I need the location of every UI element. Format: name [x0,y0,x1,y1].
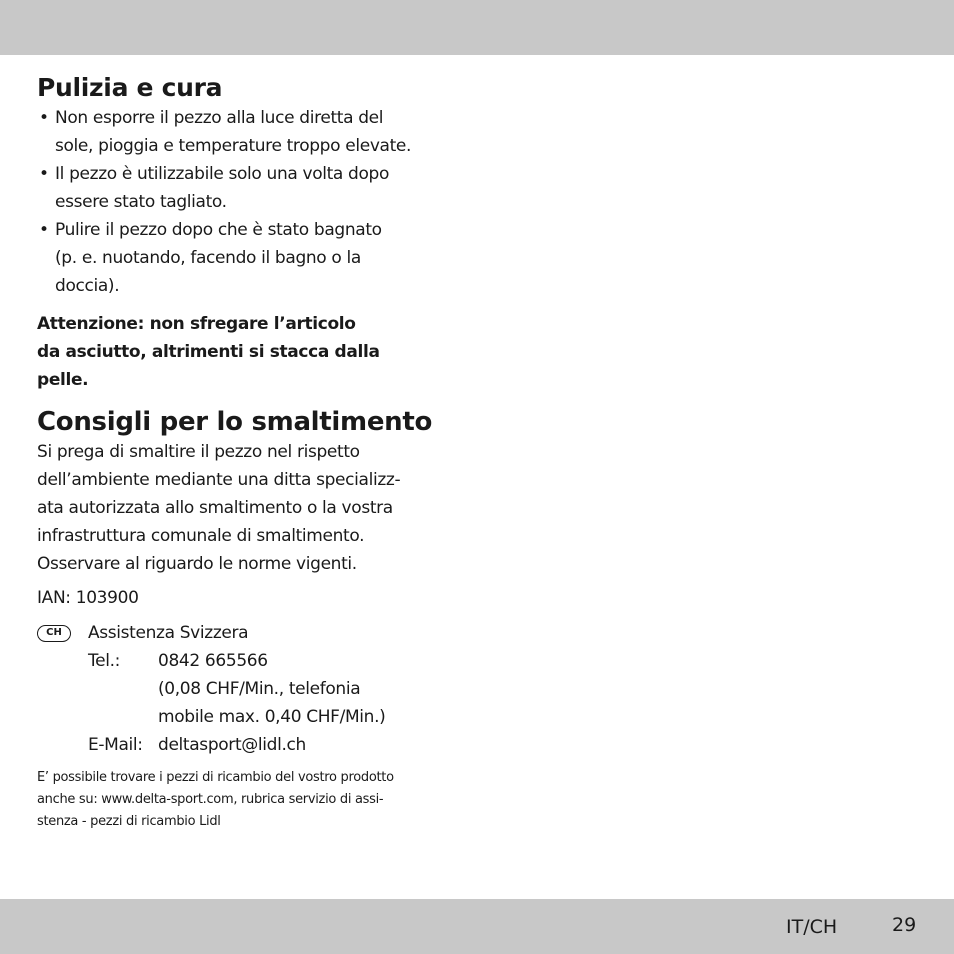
tel-value: 0842 665566 [158,651,268,671]
note-line: anche su: www.delta-sport.com, rubrica servizio di assi- [37,792,384,807]
spare-parts-note [37,767,467,833]
care-bullet-list [37,104,467,300]
bullet-line: essere stato tagliato. [55,192,227,212]
section-title-smaltimento: Consigli per lo smaltimento [37,407,433,437]
bullet-dot: • [39,108,49,128]
paragraph-line: infrastruttura comunale di smaltimento. [37,526,365,546]
paragraph-line: dell’ambiente mediante una ditta specializz- [37,470,401,490]
paragraph-line: Osservare al riguardo le norme vigenti. [37,554,357,574]
service-contact [37,619,467,759]
ch-country-badge-icon: CH [37,625,71,642]
bullet-line: Pulire il pezzo dopo che è stato bagnato [55,220,382,240]
page-content [37,72,467,833]
warning-line: pelle. [37,370,89,390]
email-value: deltasport@lidl.ch [158,735,306,755]
tel-label: Tel.: [88,651,121,671]
contact-lines [88,619,467,759]
paragraph-line: Si prega di smaltire il pezzo nel rispetto [37,442,360,462]
care-bullet-3 [37,216,467,300]
bullet-dot: • [39,164,49,184]
tel-note-line: (0,08 CHF/Min., telefonia [158,679,361,699]
ian-number: IAN: 103900 [37,588,139,608]
disposal-paragraph [37,438,467,578]
warning-line: Attenzione: non sfregare l’articolo [37,314,356,334]
bullet-line: Non esporre il pezzo alla luce diretta del [55,108,384,128]
bullet-line: (p. e. nuotando, facendo il bagno o la [55,248,361,268]
care-bullet-2 [37,160,467,216]
bullet-line: sole, pioggia e temperature troppo elevate. [55,136,412,156]
note-line: E’ possibile trovare i pezzi di ricambio del vostro prodotto [37,770,394,785]
warning-note [37,310,467,394]
section-title-pulizia: Pulizia e cura [37,73,223,102]
bullet-dot: • [39,220,49,240]
page-number: 29 [892,914,917,936]
paragraph-line: ata autorizzata allo smaltimento o la vostra [37,498,393,518]
service-name: Assistenza Svizzera [88,623,249,643]
bullet-line: doccia). [55,276,120,296]
bullet-line: Il pezzo è utilizzabile solo una volta dopo [55,164,390,184]
email-label: E-Mail: [88,735,143,755]
warning-line: da asciutto, altrimenti si stacca dalla [37,342,380,362]
footer-language: IT/CH [786,916,838,938]
header-band [0,0,954,55]
tel-note-line: mobile max. 0,40 CHF/Min.) [158,707,386,727]
note-line: stenza - pezzi di ricambio Lidl [37,814,221,829]
tel-row [88,647,467,675]
care-bullet-1 [37,104,467,160]
email-row [88,731,467,759]
